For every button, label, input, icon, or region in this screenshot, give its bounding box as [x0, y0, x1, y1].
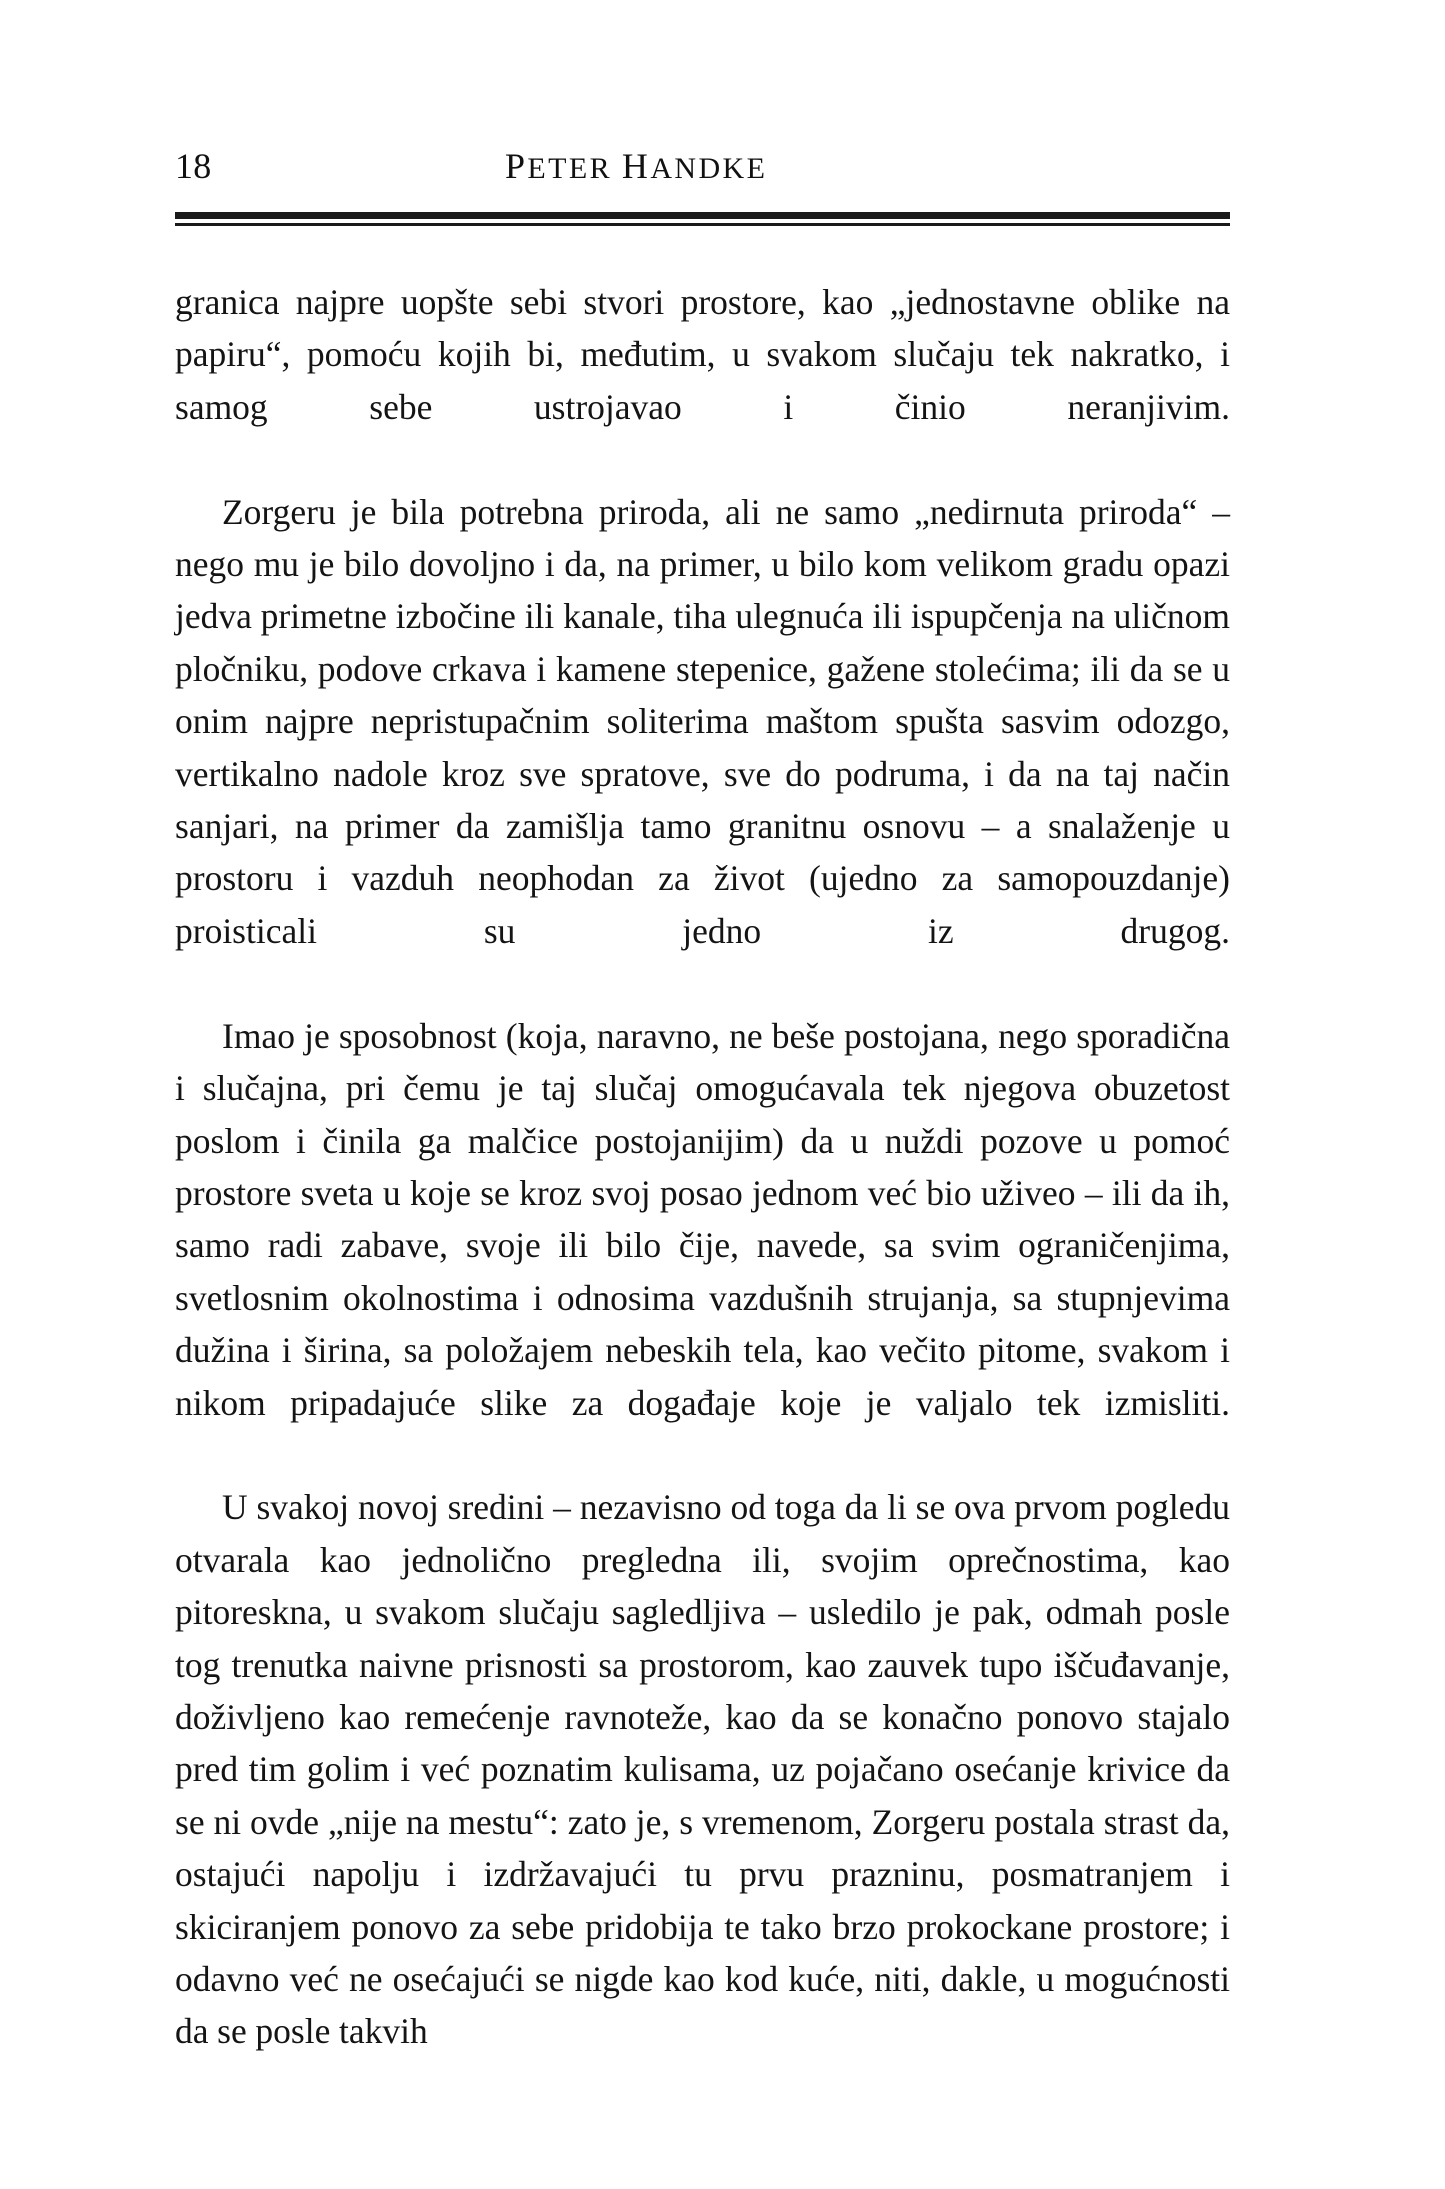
header-double-rule — [175, 212, 1230, 226]
page-number: 18 — [175, 146, 212, 186]
running-title: PETER HANDKE — [505, 146, 768, 186]
paragraph: Imao je sposobnost (koja, naravno, ne beše postojana, nego sporadična i slučajna, pri čemu je taj slučaj omogućavala tek njegova obuzetost poslom i činila ga malčice postojanijim) da u nuždi pozove u pomoć prostore sveta u koje se kroz svoj posao jednom već bio uživeo – ili da ih, samo radi zabave, svoje ili bilo čije, navede, sa svim ograničenjima, svetlosnim okolnostima i odnosima vazdušnih strujanja, sa stupnjevima dužina i širina, sa položajem nebeskih tela, kao večito pitome, svakom i nikom pripadajuće slike za događaje koje je valjalo tek izmisliti. — [175, 1015, 1230, 1423]
paragraph: Zorgeru je bila potrebna priroda, ali ne samo „nedirnuta priroda“ – nego mu je bilo dovoljno i da, na primer, u bilo kom velikom gradu opazi jedva primetne izbočine ili kanale, tiha ulegnuća ili ispupčenja na uličnom pločniku, podove crkava i kamene stepenice, gažene stolećima; ili da se u onim najpre nepristupačnim soliterima maštom spušta sasvim odozgo, vertikalno nadole kroz sve spratove, sve do podruma, i da na taj način sanjari, na primer da zamišlja tamo granitnu osnovu – a snalaženje u prostoru i vazduh neophodan za život (ujedno za samopouzdanje) proisticali su jedno iz drugog. — [175, 491, 1230, 951]
body-text-block — [175, 276, 1230, 2058]
running-head — [175, 148, 1230, 196]
rule-thin — [175, 223, 1230, 226]
rule-thick — [175, 212, 1230, 219]
paragraph: granica najpre uopšte sebi stvori prostore, kao „jednostavne oblike na papiru“, pomoću kojih bi, međutim, u svakom slučaju tek nakratko, i samog sebe ustrojavao i činio neranjivim. — [175, 282, 1230, 427]
paragraph: U svakoj novoj sredini – nezavisno od toga da li se ova prvom pogledu otvarala kao jednolično pregledna ili, svojim oprečnostima, kao pitoreskna, u svakom slučaju sagledljiva – usledilo je pak, odmah posle tog trenutka naivne prisnosti sa prostorom, kao zauvek tupo iščuđavanje, doživljeno kao remećenje ravnoteže, kao da se konačno ponovo stajalo pred tim golim i već poznatim kulisama, uz pojačano osećanje krivice da se ni ovde „nije na mestu“: zato je, s vremenom, Zorgeru postala strast da, ostajući napolju i izdržavajući tu prvu prazninu, posmatranjem i skiciranjem ponovo za sebe pridobija te tako brzo prokockane prostore; i odavno već ne osećajući se nigde kao kod kuće, niti, dakle, u mogućnosti da se posle takvih — [175, 1487, 1230, 2052]
